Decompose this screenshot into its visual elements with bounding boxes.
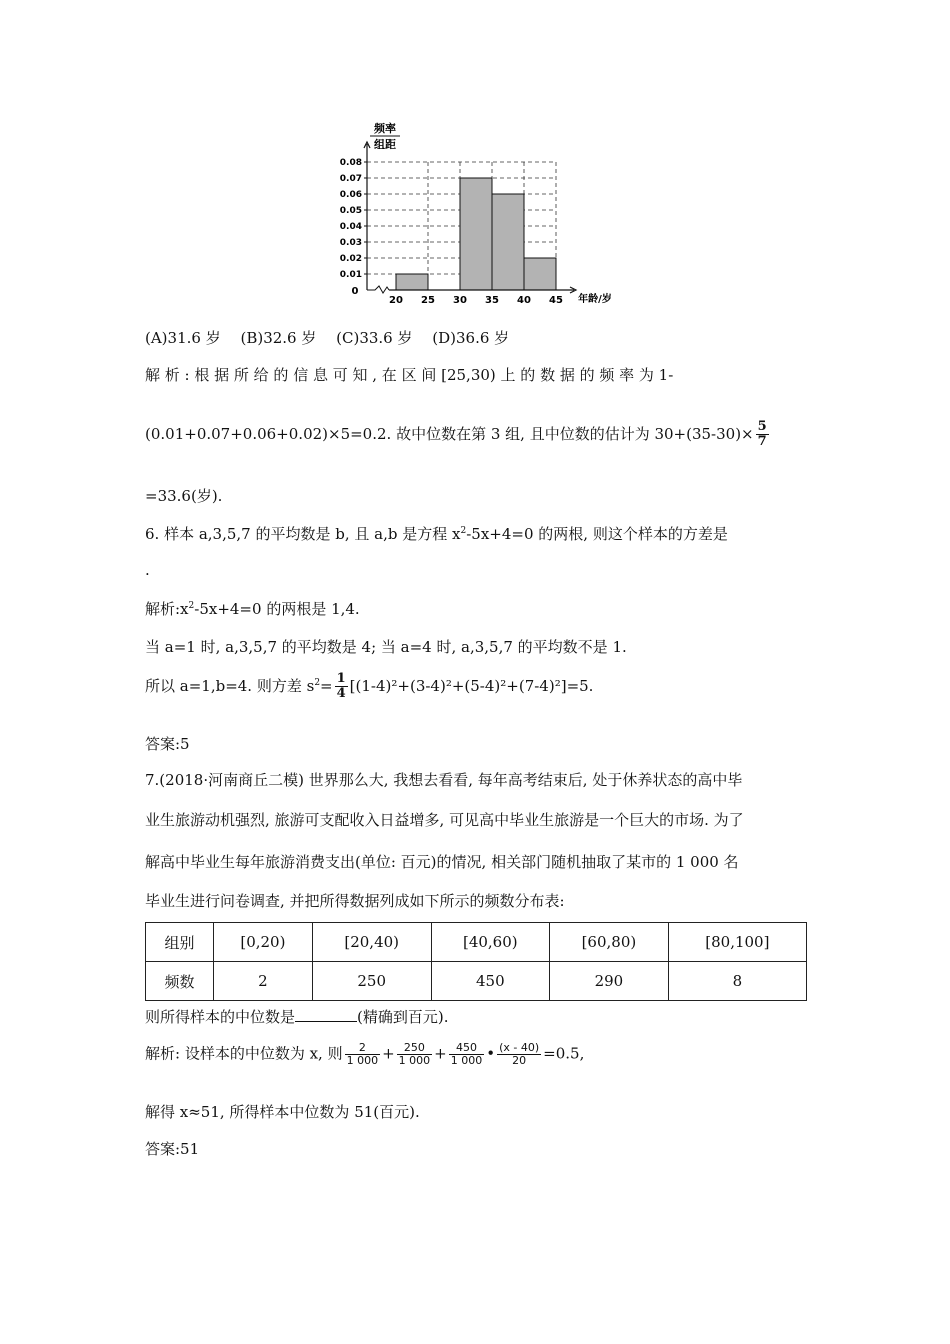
q6-stem-a: 6. 样本 a,3,5,7 的平均数是 b, 且 a,b 是方程 x <box>145 525 461 543</box>
x-axis-break <box>367 286 389 293</box>
q7-question-b: (精确到百元). <box>357 1008 449 1026</box>
q7-fraction-4 <box>497 1042 541 1067</box>
q7-answer: 答案:51 <box>145 1140 200 1158</box>
table-row <box>146 962 807 1001</box>
table-cell: 2 <box>213 962 312 1001</box>
q6-analysis1-b: -5x+4=0 的两根是 1,4. <box>194 600 360 618</box>
table-cell: [0,20) <box>213 923 312 962</box>
x-tick-label: 30 <box>453 295 467 306</box>
q7-f1-den: 1 000 <box>346 1054 379 1068</box>
histogram-bar <box>396 274 428 290</box>
q6-analysis3-eq: = <box>320 676 333 695</box>
q6-stem-dot: . <box>145 561 150 579</box>
q6-fraction <box>335 672 348 702</box>
y-tick-label: 0.08 <box>339 158 362 168</box>
table-cell: [80,100] <box>668 923 806 962</box>
q7-stem-line4: 毕业生进行问卷调查, 并把所得数据列成如下所示的频数分布表: <box>145 892 565 910</box>
q6-fraction-den: 4 <box>336 686 346 702</box>
q5-fraction-num: 5 <box>757 419 767 434</box>
q7-plus1: + <box>382 1044 395 1063</box>
histogram-bar <box>492 194 524 290</box>
q7-f3-den: 1 000 <box>450 1054 483 1068</box>
y-tick-label: 0.06 <box>339 190 362 200</box>
answer-blank <box>295 1009 357 1022</box>
q7-question-a: 则所得样本的中位数是 <box>145 1008 296 1026</box>
x-tick-label: 40 <box>517 295 531 306</box>
chart-xlabel: 年龄/岁 <box>578 294 612 305</box>
y-tick-label: 0.03 <box>339 238 362 248</box>
table-header-row <box>146 923 807 962</box>
q6-analysis3-b: [(1-4)²+(3-4)²+(5-4)²+(7-4)²]=5. <box>349 676 594 695</box>
q7-fraction-3 <box>449 1042 485 1067</box>
q7-analysis1-a: 解析: 设样本的中位数为 x, 则 <box>145 1044 343 1063</box>
y-tick-label: 0.07 <box>339 174 362 184</box>
x-tick-label: 25 <box>421 295 435 306</box>
q6-answer: 答案:5 <box>145 735 190 753</box>
histogram-bar <box>524 258 556 290</box>
q5-fraction-den: 7 <box>757 434 767 450</box>
q5-analysis-line2-text: (0.01+0.07+0.06+0.02)×5=0.2. 故中位数在第 3 组, 且中位数的估计为 30+(35-30)× <box>145 424 754 443</box>
q6-stem-b: -5x+4=0 的两根, 则这个样本的方差是 <box>466 525 728 543</box>
q7-f2-num: 250 <box>397 1042 433 1055</box>
table-cell: 频数 <box>146 962 214 1001</box>
table-cell: [20,40) <box>312 923 431 962</box>
q6-stem <box>145 523 728 544</box>
table-cell: 250 <box>312 962 431 1001</box>
q7-f2-den: 1 000 <box>398 1054 431 1068</box>
y-tick-label: 0.02 <box>339 254 362 264</box>
x-tick-label: 35 <box>485 295 499 306</box>
q7-dot: • <box>486 1044 496 1063</box>
table-cell: [60,80) <box>550 923 669 962</box>
q7-stem-line2: 业生旅游动机强烈, 旅游可支配收入日益增多, 可见高中毕业生旅游是一个巨大的市场. 为了 <box>145 811 744 829</box>
table-cell: 8 <box>668 962 806 1001</box>
q7-f1-num: 2 <box>345 1042 381 1055</box>
q5-analysis-line1: 解 析 : 根 据 所 给 的 信 息 可 知 , 在 区 间 [25,30) 上 的 数 据 的 频 率 为 1- <box>145 366 674 384</box>
q5-options: (A)31.6 岁 (B)32.6 岁 (C)33.6 岁 (D)36.6 岁 <box>145 329 510 347</box>
table-cell: [40,60) <box>431 923 550 962</box>
q6-analysis3-a: 所以 a=1,b=4. 则方差 s <box>145 676 315 695</box>
chart-ylabel-bottom: 组距 <box>374 138 396 151</box>
q7-analysis1-b: =0.5, <box>543 1044 585 1063</box>
chart-origin-label: 0 <box>351 286 359 297</box>
table-cell: 290 <box>550 962 669 1001</box>
table-cell: 450 <box>431 962 550 1001</box>
histogram-bar <box>460 178 492 290</box>
q7-fraction-1 <box>345 1042 381 1067</box>
q6-stem-sup: 2 <box>460 526 467 536</box>
q7-f4-den: 20 <box>512 1054 527 1068</box>
y-tick-label: 0.01 <box>339 270 362 280</box>
y-tick-label: 0.04 <box>339 222 362 232</box>
x-tick-label: 45 <box>549 295 563 306</box>
q7-stem-line1: 7.(2018·河南商丘二模) 世界那么大, 我想去看看, 每年高考结束后, 处于休养状态的高中毕 <box>145 771 743 789</box>
q6-analysis1-sup: 2 <box>188 601 195 611</box>
q6-fraction-num: 1 <box>336 671 346 686</box>
table-cell: 组别 <box>146 923 214 962</box>
chart-ylabel-top: 频率 <box>374 122 396 135</box>
q6-analysis1-a: 解析:x <box>145 600 189 618</box>
q7-f4-num: (x - 40) <box>499 1041 540 1054</box>
q7-fraction-2 <box>397 1042 433 1067</box>
q6-analysis-line3 <box>145 672 593 702</box>
q6-analysis3-sup: 2 <box>314 677 321 688</box>
q5-fraction <box>756 420 769 450</box>
q7-analysis-line2: 解得 x≈51, 所得样本中位数为 51(百元). <box>145 1103 420 1121</box>
frequency-table <box>145 922 807 1001</box>
y-tick-label: 0.05 <box>339 206 362 216</box>
x-tick-label: 20 <box>389 295 403 306</box>
q7-question <box>145 1006 449 1027</box>
q7-stem-line3: 解高中毕业生每年旅游消费支出(单位: 百元)的情况, 相关部门随机抽取了某市的 1 000 名 <box>145 853 739 871</box>
q5-analysis-line3: =33.6(岁). <box>145 487 223 505</box>
q6-analysis-line2: 当 a=1 时, a,3,5,7 的平均数是 4; 当 a=4 时, a,3,5,7 的平均数不是 1. <box>145 638 627 656</box>
q5-analysis-line2 <box>145 420 771 450</box>
q7-f3-num: 450 <box>449 1042 485 1055</box>
q6-analysis-line1 <box>145 598 360 619</box>
q7-plus2: + <box>434 1044 447 1063</box>
q7-analysis-line1 <box>145 1042 584 1067</box>
frequency-histogram <box>330 118 630 308</box>
